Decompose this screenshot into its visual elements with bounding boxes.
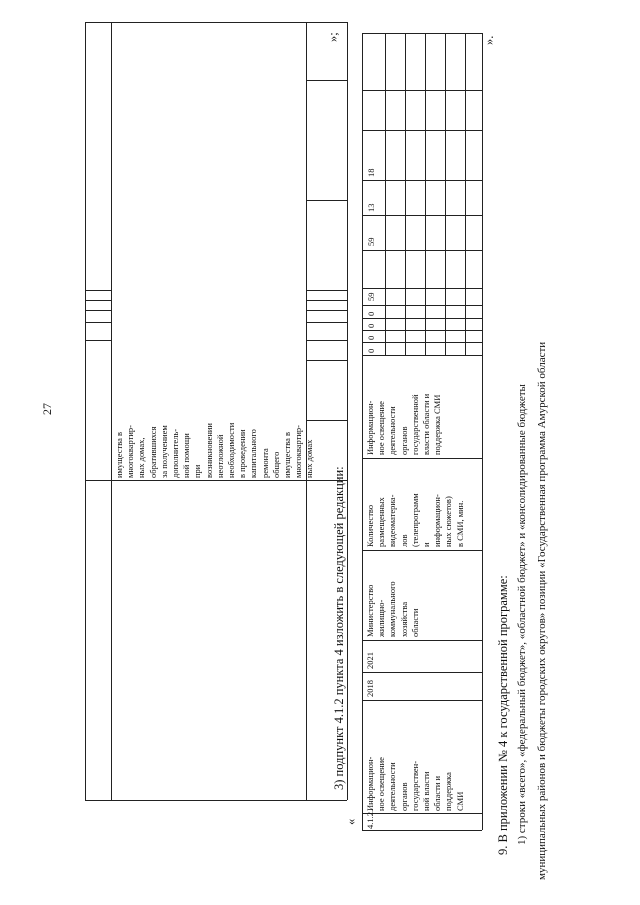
value-cell: 59 (366, 292, 376, 301)
indicator: Количество размещенных видеоматериа- лов (телепрограмм и информацион- ных сюжетов) в СМИ, мин. (365, 493, 465, 547)
value-cell: 0 (366, 335, 376, 340)
value-cell: 18 (366, 168, 376, 177)
value-cell: 59 (366, 237, 376, 246)
value-cell: 13 (366, 203, 376, 212)
closing-quote-2: ». (482, 35, 496, 45)
row-name: Информацион- ное освещение деятельности органов государствен- ной власти области и поддержка СМИ (365, 756, 465, 811)
value-cell: 0 (366, 323, 376, 328)
row-number: 4.1.2. (365, 809, 375, 829)
subpoint-text: 3) подпункт 4.1.2 пункта 4 изложить в следующей редакции: (332, 466, 346, 790)
executor: Министерство жилищно- коммунального хозяйства области (365, 581, 420, 637)
point9-line1: 1) строки «всего», «федеральный бюджет», «областной бюджет» и «консолидированные бюджеты (516, 384, 528, 845)
point9-heading: 9. В приложении № 4 к государственной программе: (496, 575, 510, 855)
closing-quote-1: »; (326, 32, 340, 42)
table1-description-cell: имущества в многоквартир- ных домах, обратившихся за получением дополнитель- ной помощи при возникновении неотложной необходимости в проведении капитального ремонта общего имущества в многоквартир- ных домах (114, 422, 315, 478)
point9-line2: муниципальных районов и бюджеты городских округов» позиции «Государственная программа Амурской области (536, 341, 548, 880)
value-cell: 0 (366, 311, 376, 316)
value-cell: 0 (366, 348, 376, 353)
year-start: 2018 (365, 680, 375, 697)
opening-quote: « (344, 818, 358, 825)
year-end: 2021 (365, 652, 375, 669)
page-number: 27 (40, 403, 54, 415)
result: Информацион- ное освещение деятельности органов государственной власти области и поддержка СМИ (365, 393, 443, 455)
